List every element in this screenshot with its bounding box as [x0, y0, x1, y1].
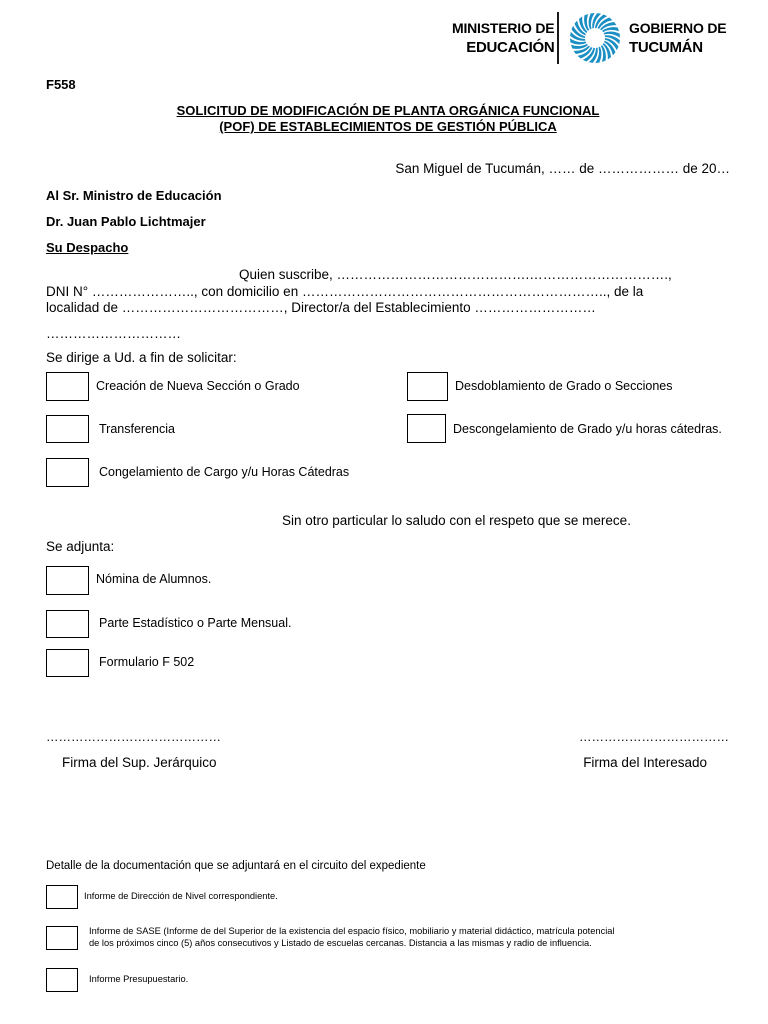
doc-checkbox-sase-report[interactable]	[46, 926, 78, 950]
ministry-logo-line2: EDUCACIÓN	[466, 39, 555, 56]
body-line2: DNI N° ………………….., con domicilio en ………………………………………………………….., de la	[46, 284, 644, 299]
request-intro: Se dirige a Ud. a fin de solicitar:	[46, 350, 237, 365]
emblem-ray	[602, 27, 619, 32]
emblem-ray	[571, 44, 588, 49]
option-label-transfer: Transferencia	[99, 422, 175, 436]
addressee-line3: Su Despacho	[46, 240, 129, 255]
doc-label-level-report: Informe de Dirección de Nivel correspondiente.	[84, 891, 278, 901]
form-title-line1: SOLICITUD DE MODIFICACIÓN DE PLANTA ORGÁNICA FUNCIONAL	[176, 103, 600, 118]
attachment-checkbox-form-f502[interactable]	[46, 649, 89, 677]
body-line1: Quien suscribe, …………………………………….………………………….,	[239, 267, 672, 282]
attachments-label: Se adjunta:	[46, 539, 115, 554]
option-label-split-grade: Desdoblamiento de Grado o Secciones	[455, 379, 673, 393]
doc-checkbox-level-report[interactable]	[46, 885, 78, 909]
form-code: F558	[46, 77, 76, 92]
option-checkbox-freeze[interactable]	[46, 458, 89, 487]
option-checkbox-split-grade[interactable]	[407, 372, 448, 401]
ministry-logo-line1: MINISTERIO DE	[452, 20, 555, 36]
attachment-label-student-list: Nómina de Alumnos.	[96, 572, 212, 586]
documentation-heading: Detalle de la documentación que se adjuntará en el circuito del expediente	[46, 860, 426, 872]
form-title-line2: (POF) DE ESTABLECIMIENTOS DE GESTIÓN PÚBLICA	[219, 119, 557, 134]
ministry-logo	[452, 19, 554, 57]
government-logo	[629, 19, 726, 57]
doc-label-budget-report: Informe Presupuestario.	[89, 974, 189, 984]
emblem-ray	[584, 14, 589, 31]
attachment-label-form-f502: Formulario F 502	[99, 655, 195, 669]
option-checkbox-unfreeze[interactable]	[407, 414, 446, 443]
body-line3: localidad de ………………………………, Director/a del Establecimiento ………………………	[46, 300, 596, 315]
attachment-checkbox-statistical-report[interactable]	[46, 610, 89, 638]
government-logo-line1: GOBIERNO DE	[629, 20, 727, 36]
attachment-label-statistical-report: Parte Estadístico o Parte Mensual.	[99, 616, 292, 630]
option-label-unfreeze: Descongelamiento de Grado y/u horas cátedras.	[453, 422, 722, 436]
government-logo-line2: TUCUMÁN	[629, 39, 703, 56]
option-checkbox-transfer[interactable]	[46, 415, 89, 443]
tucuman-sun-emblem-icon	[569, 12, 621, 64]
signature-line-supervisor: ……………………………………	[46, 730, 221, 744]
doc-label-sase-report-line2: de los próximos cinco (5) años consecutivos y Listado de escuelas cercanas. Distancia a las mismas y radio de influencia.	[89, 938, 592, 948]
doc-label-sase-report-line1: Informe de SASE (Informe de del Superior de la existencia del espacio físico, mobiliario y material didáctico, matrícula potencial	[89, 926, 615, 936]
doc-checkbox-budget-report[interactable]	[46, 968, 78, 992]
date-line: San Miguel de Tucumán, …… de ……………… de 20…	[395, 161, 730, 176]
option-label-new-section: Creación de Nueva Sección o Grado	[96, 379, 300, 393]
signature-label-supervisor: Firma del Sup. Jerárquico	[62, 755, 217, 770]
option-checkbox-new-section[interactable]	[46, 372, 89, 401]
signature-line-applicant: ………………………………	[579, 730, 729, 744]
logo-divider	[557, 12, 559, 64]
attachment-checkbox-student-list[interactable]	[46, 566, 89, 595]
body-line4: …………………………	[46, 326, 181, 341]
addressee-line1: Al Sr. Ministro de Educación	[46, 188, 222, 203]
option-label-freeze: Congelamiento de Cargo y/u Horas Cátedras	[99, 465, 350, 479]
addressee-line2: Dr. Juan Pablo Lichtmajer	[46, 214, 206, 229]
emblem-ray	[601, 45, 606, 62]
closing-line: Sin otro particular lo saludo con el respeto que se merece.	[282, 513, 631, 528]
signature-label-applicant: Firma del Interesado	[583, 755, 707, 770]
